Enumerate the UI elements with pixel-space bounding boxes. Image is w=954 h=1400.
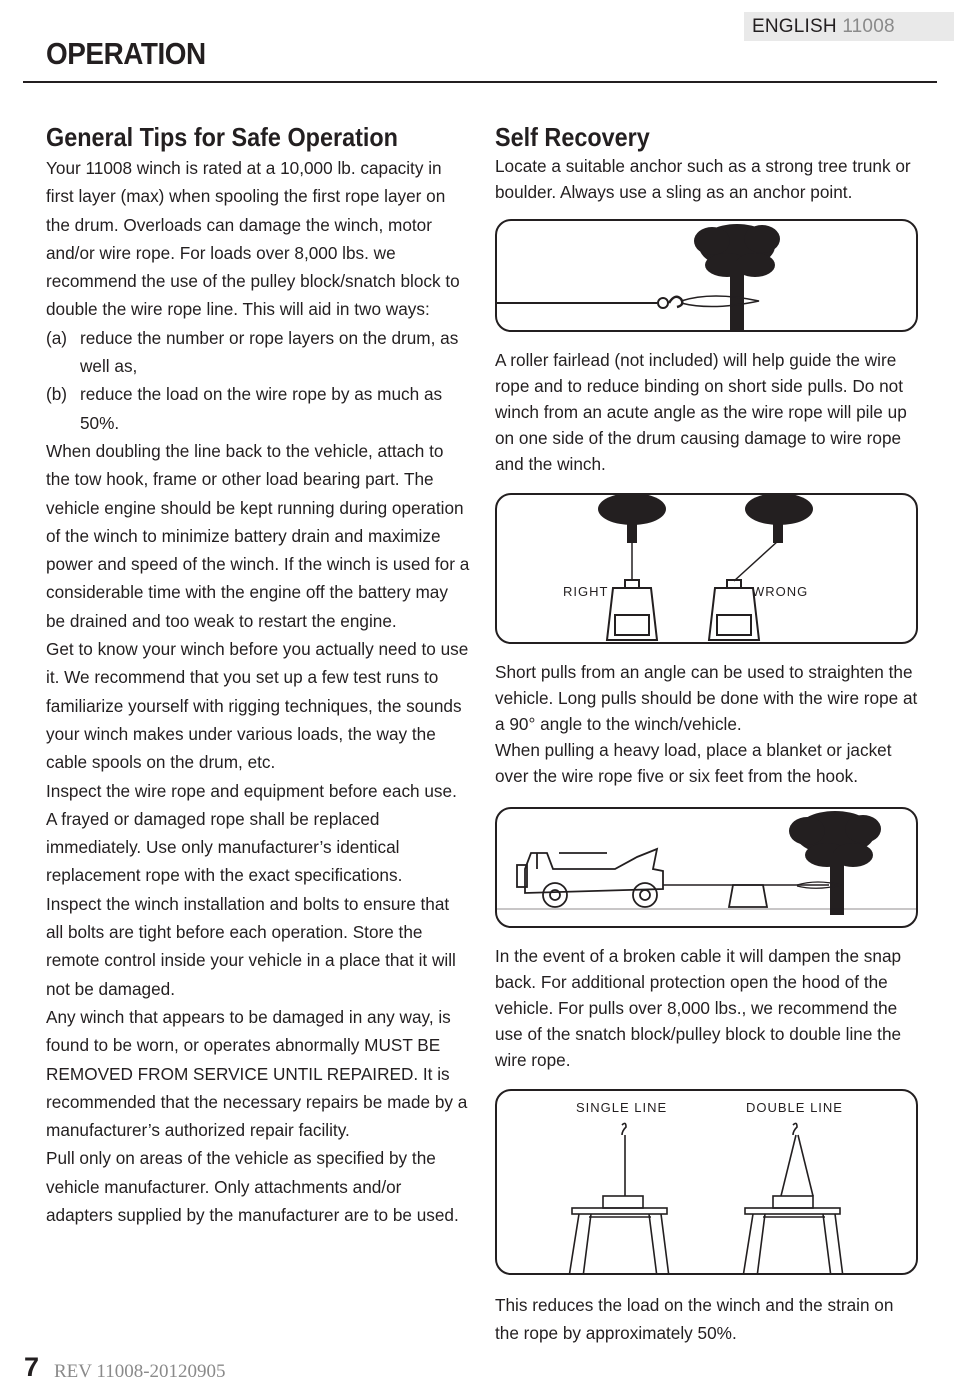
figure-vehicle-blanket <box>495 807 918 928</box>
tree-anchor-illustration <box>497 221 918 332</box>
paragraph-short-pulls: Short pulls from an angle can be used to straighten the vehicle. Long pulls should be done with the wire rope at a 90° angle to the winch/vehicle. <box>495 662 918 734</box>
paragraph-damaged-winch: Any winch that appears to be damaged in any way, is found to be worn, or operates abnormally MUST BE REMOVED FROM SERVICE UNTIL REPAIRED. It is recommended that the necessary repairs be made by a manufacturer’s authorized repair facility. <box>46 1006 468 1141</box>
list-label: (a) <box>46 327 68 348</box>
pull-angle-illustration <box>497 495 918 644</box>
paragraph-pull-areas: Pull only on areas of the vehicle as specified by the vehicle manufacturer. Only attachments and/or adapters supplied by the manufacturer are to be used. <box>46 1148 459 1225</box>
vehicle-blanket-illustration <box>497 809 918 928</box>
label-wrong: WRONG <box>752 584 809 599</box>
model-number: 11008 <box>842 16 895 37</box>
list-text: reduce the number or rope layers on the drum, as well as, <box>80 327 459 377</box>
list-item <box>46 380 470 437</box>
title-rule <box>23 81 937 83</box>
paragraph-blanket: When pulling a heavy load, place a blanket or jacket over the wire rope five or six feet from the hook. <box>495 740 892 786</box>
paragraph-inspect-installation: Inspect the winch installation and bolts to ensure that all bolts are tight before each operation. Store the remote control inside your vehicle in a place that it will not be damaged. <box>46 893 456 999</box>
language-tab <box>744 12 954 41</box>
figure-pull-angle <box>495 493 918 644</box>
intro-paragraph: Your 11008 winch is rated at a 10,000 lb. capacity in first layer (max) when spooling the first rope layer on the drum. Overloads can damage the winch, motor and/or wire rope. For loads over 8,000 lbs. we recommend the use of the pulley block/snatch block to double the wire rope line. This will aid in two ways: <box>46 158 460 320</box>
list-label: (b) <box>46 384 68 405</box>
paragraph-inspect-rope: Inspect the wire rope and equipment before each use. A frayed or damaged rope shall be replaced immediately. Use only manufacturer’s identical replacement rope with the exact specifications. <box>46 780 457 886</box>
section-heading-self-recovery: Self Recovery <box>495 122 650 152</box>
list-text: reduce the load on the wire rope by as much as 50%. <box>80 384 443 433</box>
paragraph-load-reduction: This reduces the load on the winch and the strain on the rope by approximately 50%. <box>495 1295 894 1343</box>
figure-tree-anchor <box>495 219 918 332</box>
paragraph-doubling-line: When doubling the line back to the vehicle, attach to the tow hook, frame or other load bearing part. The vehicle engine should be kept running during operation of the winch to minimize battery drain and maximize power and speed of the winch. If the winch is used for a considerable time with the engine off the battery may be drained and too weak to restart the engine. <box>46 440 470 631</box>
list-item <box>46 324 470 381</box>
label-double-line: DOUBLE LINE <box>746 1100 843 1115</box>
paragraph-fairlead: A roller fairlead (not included) will help guide the wire rope and to reduce binding on short side pulls. Do not winch from an acute angle as the wire rope will pile up on one side of the drum causing damage to wire rope and the winch. <box>495 350 907 474</box>
line-comparison-illustration <box>497 1091 918 1275</box>
page-number: 7 <box>24 1352 40 1382</box>
paragraph-know-winch: Get to know your winch before you actually need to use it. We recommend that you set up a few test runs to familiarize yourself with rigging techniques, the sounds your winch makes under various loads, the way the cable spools on the drum, etc. <box>46 639 469 773</box>
page-title: OPERATION <box>46 36 206 71</box>
figure-single-double-line <box>495 1089 918 1275</box>
label-single-line: SINGLE LINE <box>576 1100 668 1115</box>
label-right: RIGHT <box>563 584 609 599</box>
section-heading-safe-operation: General Tips for Safe Operation <box>46 122 398 152</box>
revision-code: REV 11008-20120905 <box>54 1361 226 1382</box>
left-column <box>46 120 470 1229</box>
paragraph-anchor: Locate a suitable anchor such as a strong tree trunk or boulder. Always use a sling as an anchor point. <box>495 156 911 202</box>
language-label: ENGLISH <box>752 16 837 37</box>
paragraph-broken-cable: In the event of a broken cable it will dampen the snap back. For additional protection open the hood of the vehicle. For pulls over 8,000 lbs., we recommend the use of the snatch block/pulley block to double line the wire rope. <box>495 946 902 1070</box>
